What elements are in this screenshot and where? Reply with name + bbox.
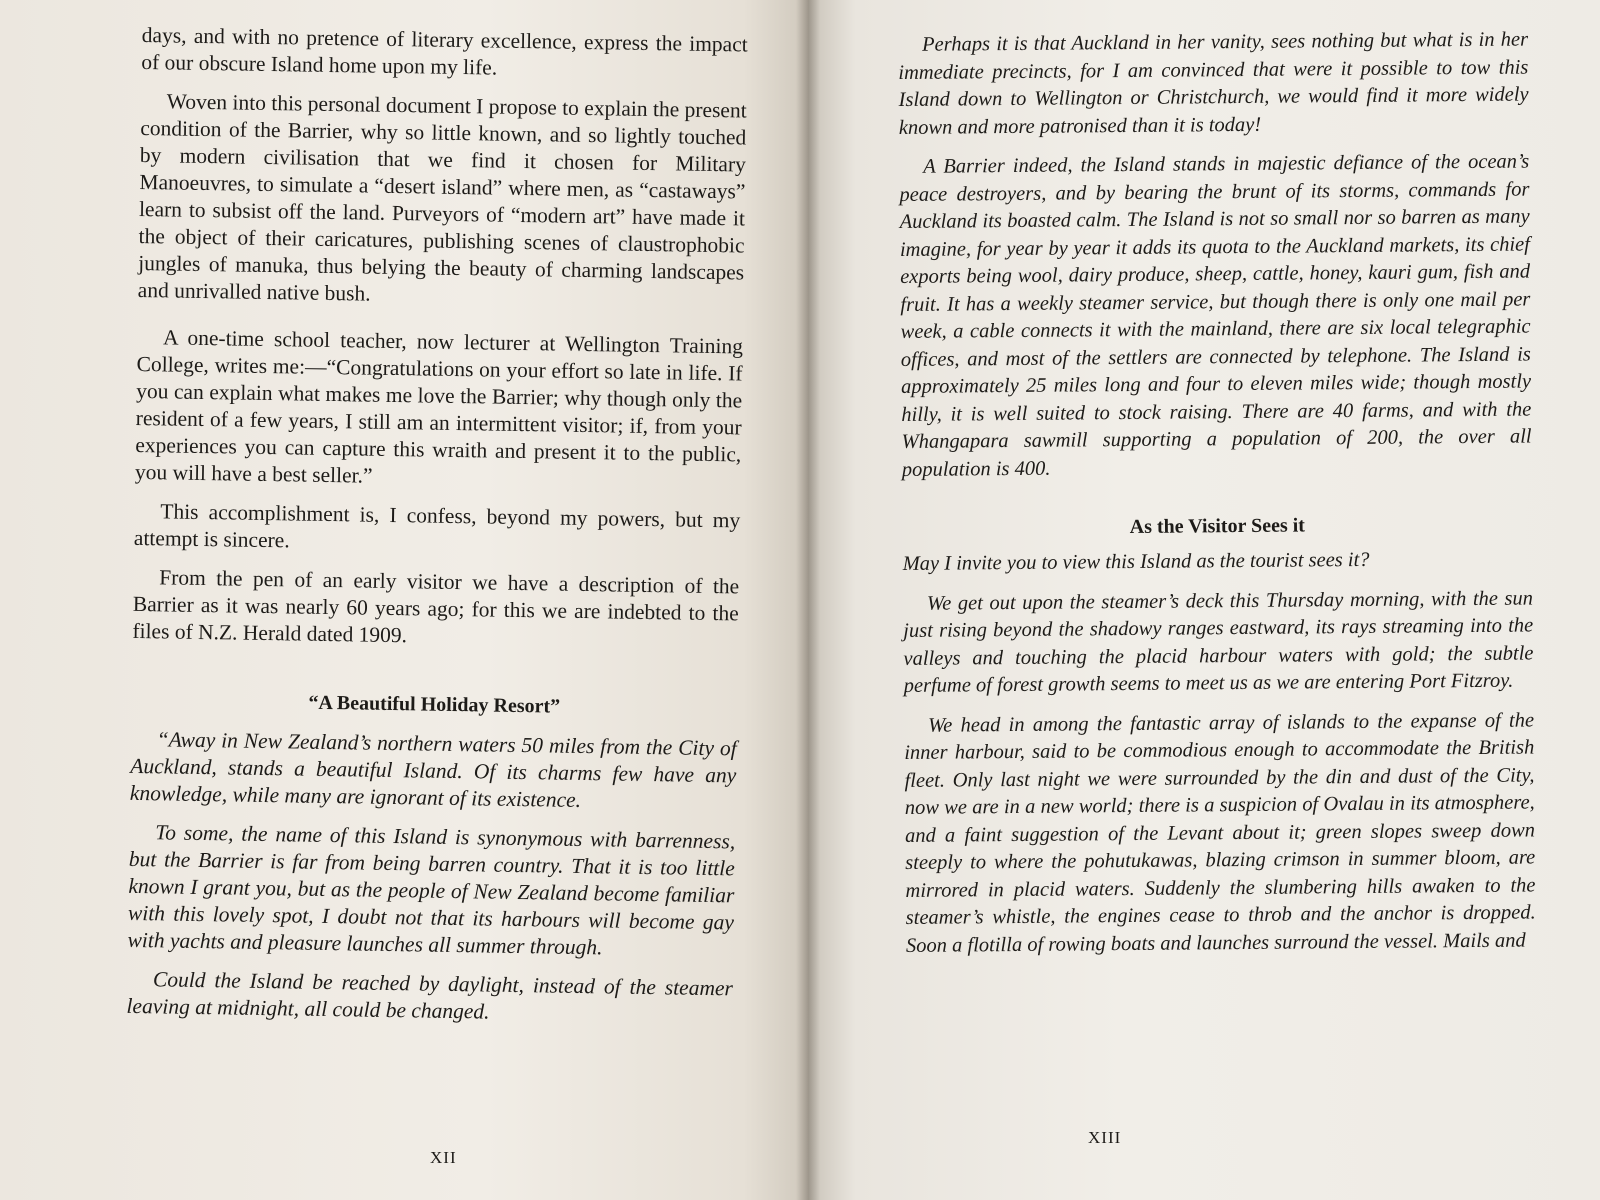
paragraph: days, and with no pretence of literary excellence, express the impact of our obscure Island home upon my life. [141, 22, 748, 80]
paragraph: A one-time school teacher, now lecturer at Wellington Training College, writes me:—“Congratulations on your effort so late in life. If you can explain what makes me love the Barrier; why though only the resident of a few years, I still am an intermittent visitor; if, from your experiences you can capture this wraith and present it to the public, you will have a best seller.” [134, 325, 744, 488]
left-page-text [126, 22, 748, 1029]
page-number: XII [430, 1148, 457, 1167]
section-heading: “A Beautiful Holiday Resort” [308, 691, 561, 718]
lead-paragraph: May I invite you to view this Island as the tourist sees it? [902, 548, 1370, 575]
quoted-paragraph: Could the Island be reached by daylight, instead of the steamer leaving at midnight, all could be changed. [126, 967, 734, 1024]
right-page [808, 0, 1600, 1200]
paragraph: A Barrier indeed, the Island stands in majestic defiance of the ocean’s peace destroyers, and by bearing the brunt of its storms, commands for Auckland its boasted calm. The Island is not so small nor so barren as many imagine, for year by year it adds its quota to the Auckland markets, its chief exports being wool, dairy produce, sheep, cattle, honey, kauri gum, fish and fruit. It has a weekly steamer service, but though there is only one mail per week, a cable connects it with the mainland, there are six local telegraphic offices, and most of the settlers are connected by telephone. The Island is approximately 25 miles long and four to eleven miles wide; though mostly hilly, it is well suited to stock raising. There are 40 farms, and with the Whangapara sawmill supporting a population of 200, the over all population is 400. [899, 150, 1532, 481]
paragraph: Woven into this personal document I propose to explain the present condition of the Barrier, why so little known, and so lightly touched by modern civilisation that we find it chosen for Military Manoeuvres, to simulate a “desert island” where men, as “castaways” learn to subsist off the land. Purveyors of “modern art” have made it the object of their caricatures, publishing scenes of claustrophobic jungles of manuka, thus belying the beauty of charming landscapes and unrivalled native bush. [137, 89, 747, 306]
quoted-paragraph: To some, the name of this Island is synonymous with barrenness, but the Barrier is far from being barren country. That it is too little known I grant you, but as the people of New Zealand become familiar with this lovely spot, I doubt not that its harbours will become gay with yachts and pleasure launches all summer through. [127, 820, 736, 960]
quoted-paragraph: “Away in New Zealand’s northern waters 50 miles from the City of Auckland, stands a beautiful Island. Of its charms few have any knowledge, while many are ignorant of its existence. [129, 727, 737, 812]
paragraph: We get out upon the steamer’s deck this Thursday morning, with the sun just rising beyond the shadowy ranges eastward, its rays streaming into the valleys and touching the placid harbour waters with gold; the subtle perfume of forest growth seems to meet us as we are entering Port Fitzroy. [903, 586, 1534, 697]
section-heading: As the Visitor Sees it [1129, 514, 1306, 538]
page-number: XIII [1088, 1128, 1122, 1147]
paragraph: We head in among the fantastic array of islands to the expanse of the inner harbour, said to be commodious enough to accommodate the British fleet. Only last night we were surrounded by the din and dust of the City, now we are in a new world; there is a suspicion of Ovalau in its atmosphere, and a faint suggestion of the Levant about it; green slopes sweep down steeply to where the pohutukawas, blazing crimson in summer bloom, are mirrored in placid waters. Suddenly the slumbering hills awaken to the steamer’s whistle, the engines cease to throb and the anchor is dropped. Soon a flotilla of rowing boats and launches surround the vessel. Mails and [904, 708, 1536, 957]
paragraph: This accomplishment is, I confess, beyond my powers, but my attempt is sincere. [133, 499, 741, 553]
right-page-text [898, 27, 1536, 960]
paragraph: From the pen of an early visitor we have a description of the Barrier as it was nearly 60 years ago; for this we are indebted to the files of N.Z. Herald dated 1909. [132, 565, 740, 648]
paragraph: Perhaps it is that Auckland in her vanity, sees nothing but what is in her immediate precincts, for I am convinced that were it possible to tow this Island down to Wellington or Christchurch, we would find it more widely known and more patronised than it is today! [898, 28, 1529, 139]
